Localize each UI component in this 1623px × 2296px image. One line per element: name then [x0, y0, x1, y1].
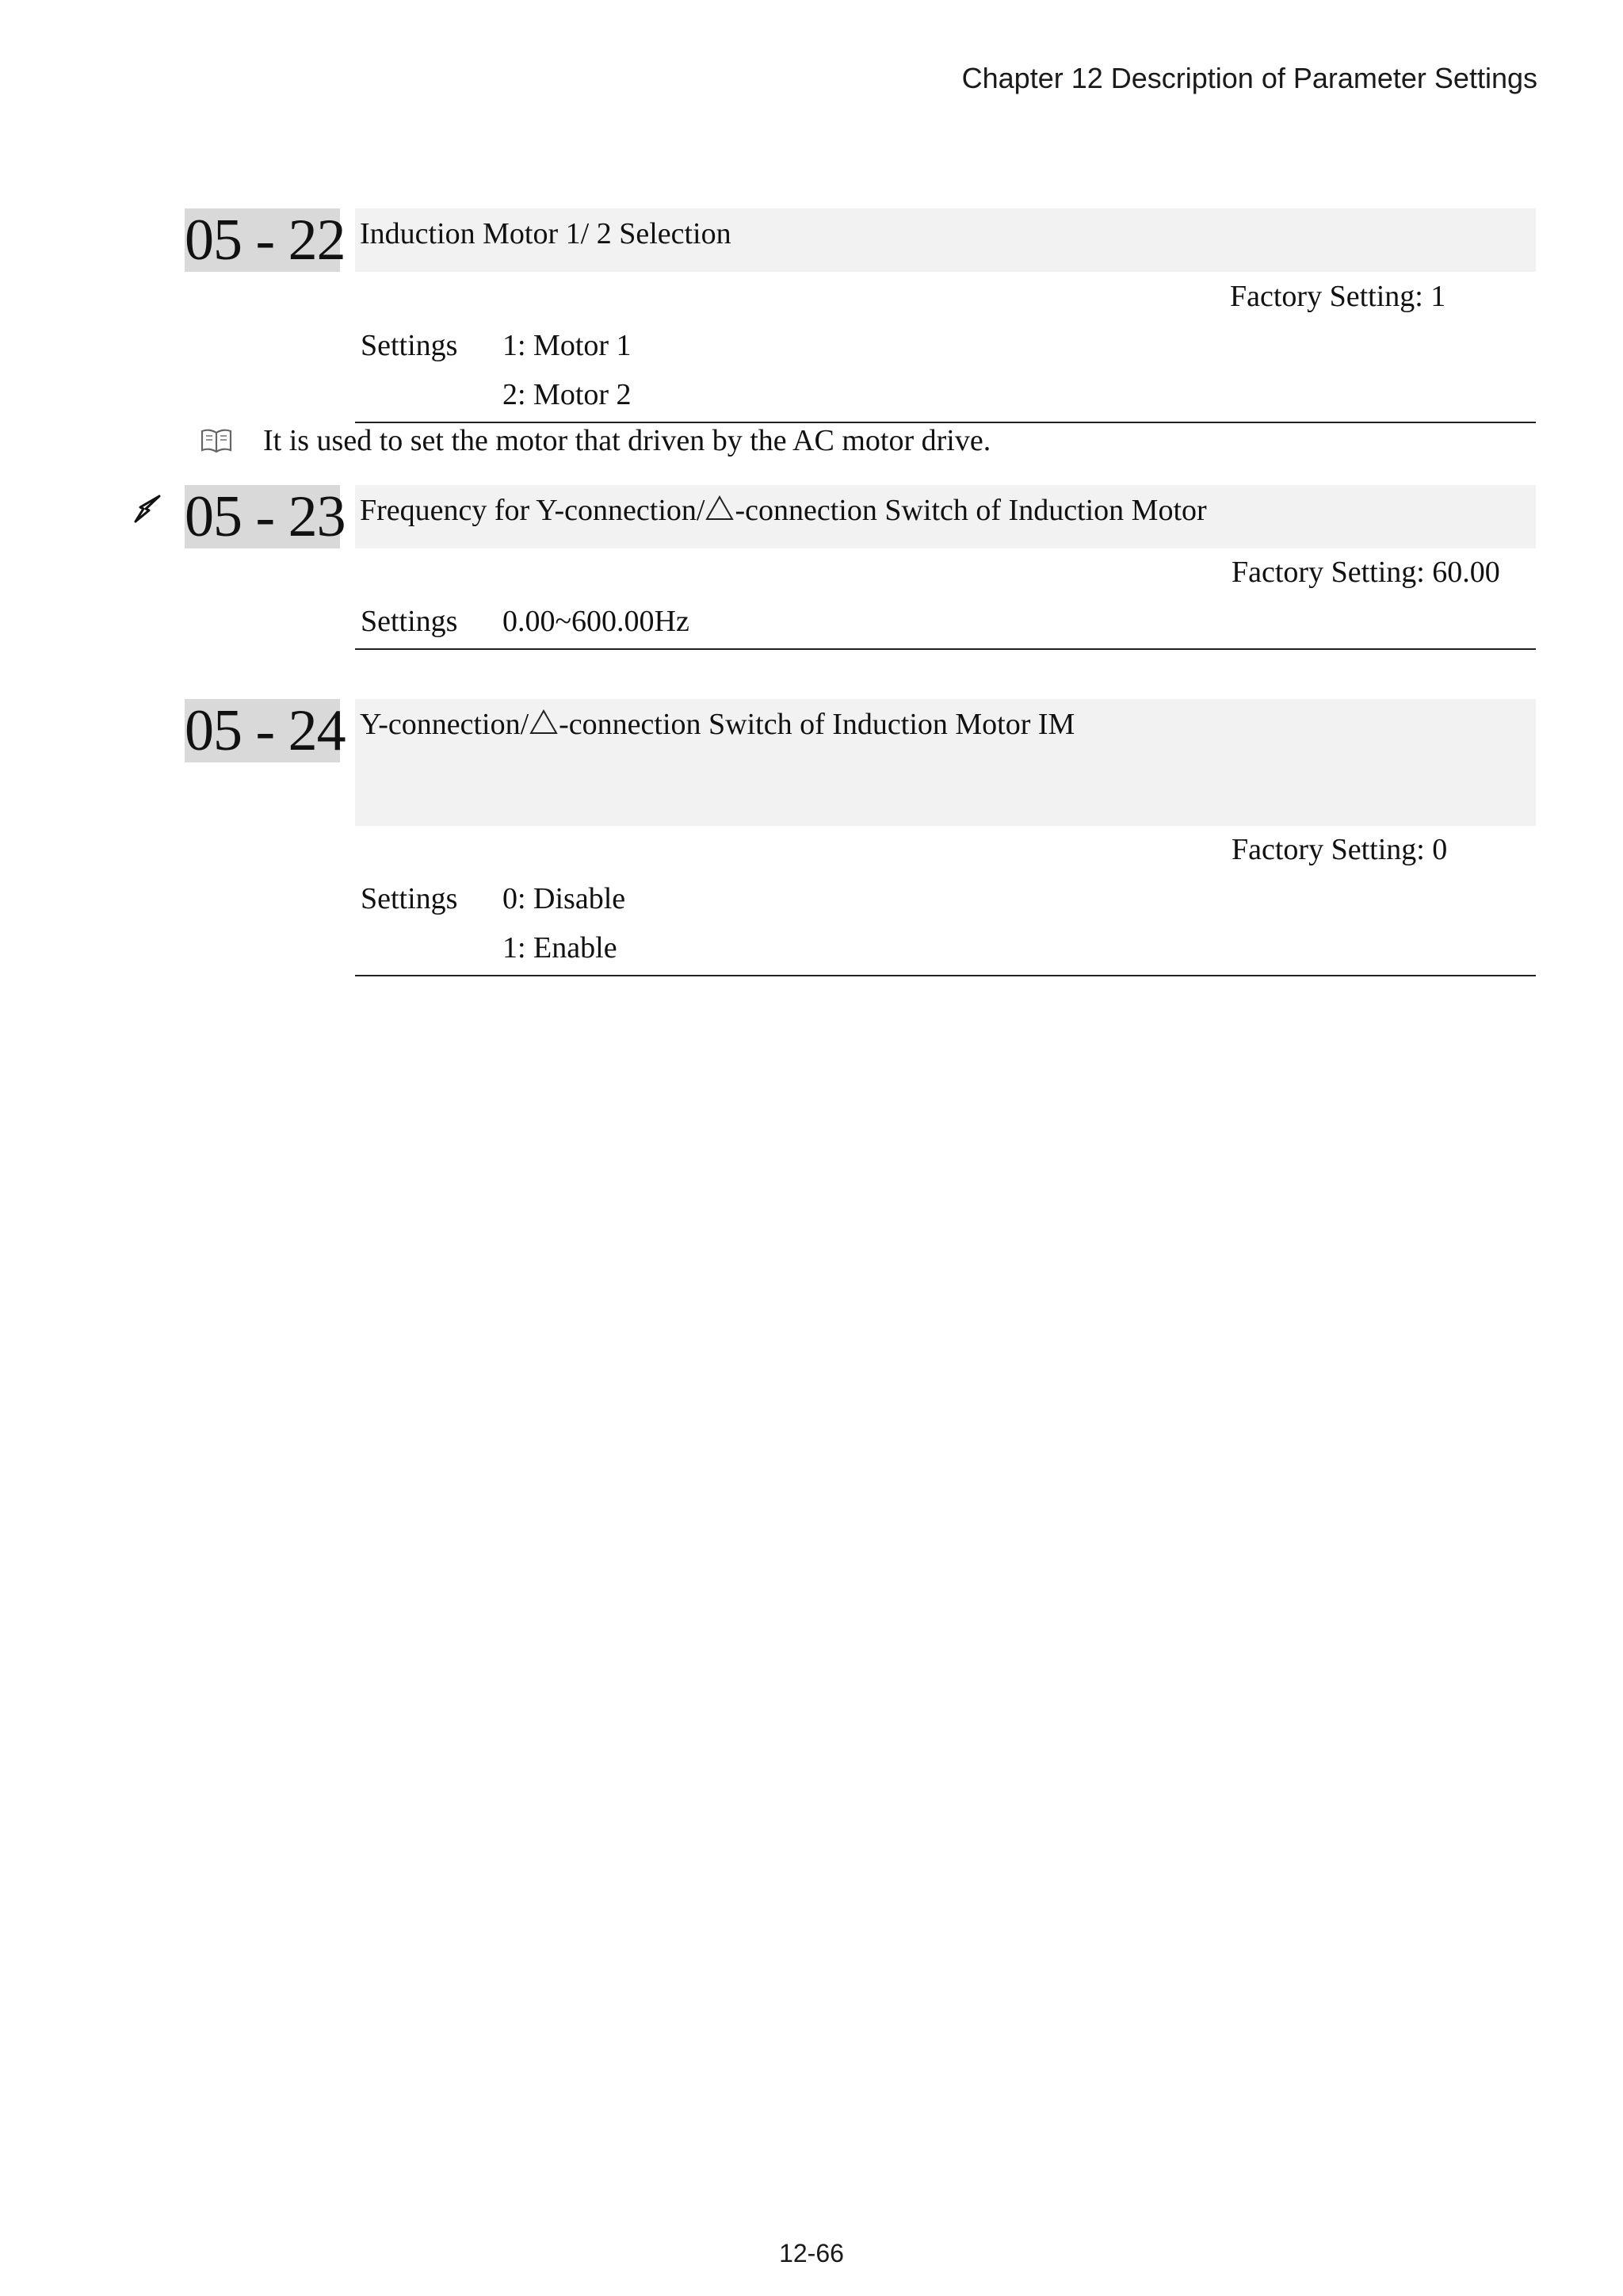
chapter-header: Chapter 12 Description of Parameter Settings: [961, 62, 1537, 94]
factory-setting: Factory Setting: 60.00: [1232, 556, 1500, 589]
param-title-band: [355, 485, 1536, 548]
divider: [355, 648, 1536, 650]
factory-setting: Factory Setting: 1: [1230, 280, 1446, 313]
param-code: 05 - 22: [185, 208, 346, 273]
note-text: It is used to set the motor that driven by the AC motor drive.: [263, 424, 991, 457]
divider: [355, 975, 1536, 976]
setting-option: 1: Motor 1: [502, 329, 632, 362]
param-title: [360, 707, 1075, 742]
delta-triangle-icon: [529, 709, 559, 735]
settings-label: Settings: [361, 329, 458, 362]
param-title: Induction Motor 1/ 2 Selection: [360, 217, 731, 250]
settings-label: Settings: [361, 605, 458, 638]
page-number: 12-66: [779, 2239, 844, 2267]
lightning-icon: [133, 493, 162, 525]
title-part: Frequency for Y-connection/: [360, 494, 705, 527]
title-part: -connection Switch of Induction Motor: [735, 494, 1207, 527]
setting-option: 0: Disable: [502, 882, 626, 915]
delta-triangle-icon: [705, 495, 735, 521]
book-icon: [200, 427, 233, 454]
setting-option: 1: Enable: [502, 931, 617, 965]
settings-label: Settings: [361, 882, 458, 915]
factory-setting: Factory Setting: 0: [1232, 833, 1448, 866]
setting-option: 0.00~600.00Hz: [502, 605, 689, 638]
param-title-band: [355, 699, 1536, 826]
title-part: -connection Switch of Induction Motor IM: [559, 708, 1075, 741]
param-title: [360, 493, 1207, 528]
setting-option: 2: Motor 2: [502, 378, 632, 411]
param-code: 05 - 23: [185, 484, 346, 549]
param-title-band: [355, 208, 1536, 272]
title-part: Y-connection/: [360, 708, 529, 741]
param-code: 05 - 24: [185, 698, 346, 763]
